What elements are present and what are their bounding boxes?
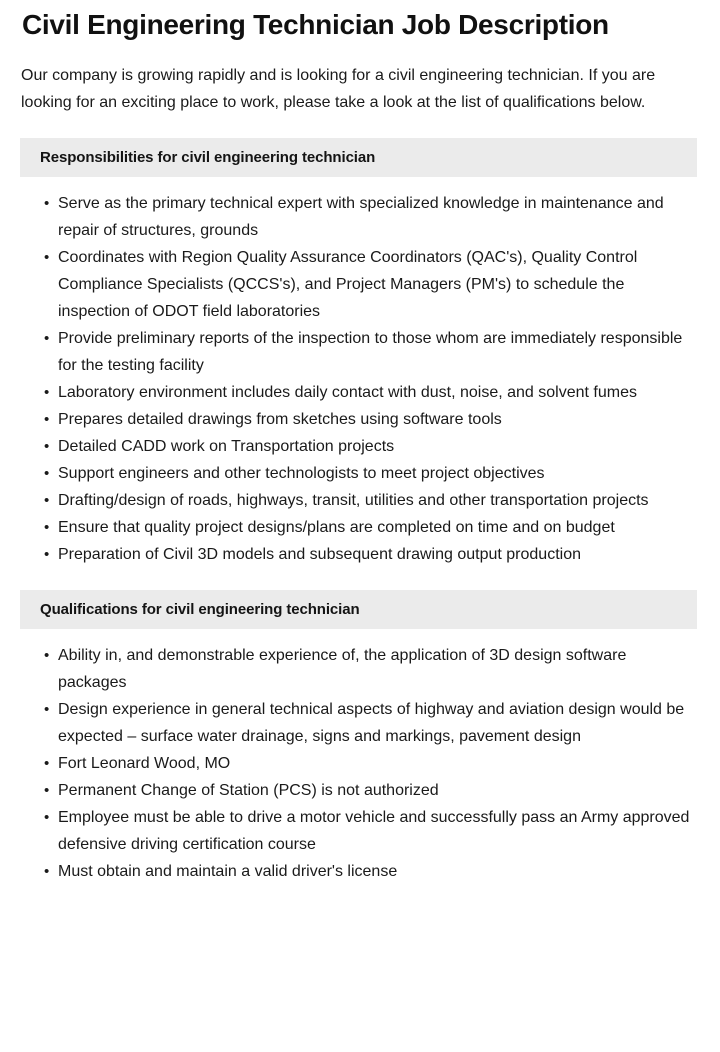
list-item: • Prepares detailed drawings from sketches using software tools	[44, 406, 690, 433]
list-item: • Must obtain and maintain a valid driver's license	[44, 858, 690, 885]
list-item: • Fort Leonard Wood, MO	[44, 750, 690, 777]
list-item: • Design experience in general technical aspects of highway and aviation design would be expected – surface water drainage, signs and markings, pavement design	[44, 696, 690, 750]
qualifications-list	[0, 629, 720, 885]
section-responsibilities	[0, 138, 720, 568]
list-item: • Drafting/design of roads, highways, transit, utilities and other transportation projects	[44, 487, 690, 514]
list-item: • Permanent Change of Station (PCS) is not authorized	[44, 777, 690, 804]
list-item: • Ability in, and demonstrable experience of, the application of 3D design software packages	[44, 642, 690, 696]
list-item: • Employee must be able to drive a motor vehicle and successfully pass an Army approved defensive driving certification course	[44, 804, 690, 858]
list-item: • Ensure that quality project designs/plans are completed on time and on budget	[44, 514, 690, 541]
page-title: Civil Engineering Technician Job Description	[22, 9, 609, 40]
list-item: • Coordinates with Region Quality Assurance Coordinators (QAC's), Quality Control Compliance Specialists (QCCS's), and Project Managers (PM's) to schedule the inspection of ODOT field laboratories	[44, 244, 690, 325]
section-qualifications	[0, 590, 720, 885]
list-item: • Provide preliminary reports of the inspection to those whom are immediately responsible for the testing facility	[44, 325, 690, 379]
section-header-qualifications	[20, 590, 697, 629]
section-heading-label: Responsibilities for civil engineering technician	[40, 148, 376, 166]
list-item: • Support engineers and other technologists to meet project objectives	[44, 460, 690, 487]
list-item: • Serve as the primary technical expert with specialized knowledge in maintenance and repair of structures, grounds	[44, 190, 690, 244]
list-item: • Preparation of Civil 3D models and subsequent drawing output production	[44, 541, 690, 568]
list-item: • Detailed CADD work on Transportation projects	[44, 433, 690, 460]
list-item: • Laboratory environment includes daily contact with dust, noise, and solvent fumes	[44, 379, 690, 406]
responsibilities-list	[0, 177, 720, 568]
intro-paragraph: Our company is growing rapidly and is looking for a civil engineering technician. If you are looking for an exciting place to work, please take a look at the list of qualifications below.	[21, 67, 656, 111]
section-header-responsibilities	[20, 138, 697, 177]
section-heading-label: Qualifications for civil engineering technician	[40, 600, 360, 618]
